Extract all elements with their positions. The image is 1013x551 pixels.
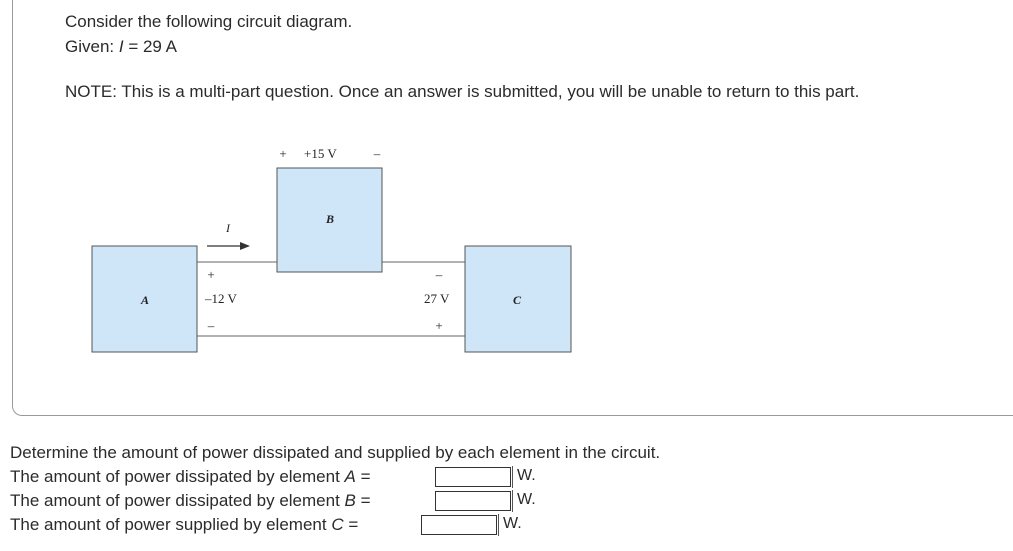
unit-a: W. [512, 466, 536, 488]
a-voltage: –12 V [205, 291, 237, 306]
element-c-label: C [512, 293, 522, 307]
a-plus: + [207, 267, 215, 282]
current-label: I [226, 221, 230, 235]
element-b-label: B [325, 212, 335, 226]
element-a-label: A [140, 293, 150, 307]
question-c-equals: = [343, 515, 359, 534]
question-a-prefix: The amount of power dissipated by element [10, 467, 345, 486]
a-minus: – [207, 318, 215, 333]
answer-b-input[interactable] [435, 491, 511, 511]
questions-heading: Determine the amount of power dissipated and supplied by each element in the circuit. [10, 443, 661, 462]
question-c-var: C [331, 515, 344, 534]
unit-b: W. [512, 490, 536, 512]
b-voltage: +15 V [304, 146, 337, 161]
current-arrow-head [240, 242, 250, 250]
question-b [10, 491, 371, 511]
question-c [10, 515, 358, 535]
b-plus: + [279, 146, 287, 161]
given-value: = 29 A [123, 37, 178, 56]
question-a [10, 467, 371, 487]
question-b-var: B [344, 491, 356, 510]
given-var: I [118, 37, 124, 56]
question-c-prefix: The amount of power supplied by element [10, 515, 332, 534]
question-b-prefix: The amount of power dissipated by element [10, 491, 345, 510]
question-a-equals: = [355, 467, 371, 486]
b-minus: – [373, 146, 381, 161]
answer-c-input[interactable] [421, 515, 497, 535]
question-b-equals: = [355, 491, 371, 510]
c-voltage: 27 V [424, 291, 450, 306]
c-plus: + [435, 318, 443, 333]
note-text: NOTE: This is a multi-part question. Once an answer is submitted, you will be unable to return to this part. [65, 82, 860, 101]
unit-c: W. [498, 514, 522, 536]
answer-a-input[interactable] [435, 467, 511, 487]
given-prefix: Given: [65, 37, 119, 56]
question-a-var: A [344, 467, 356, 486]
intro-line: Consider the following circuit diagram. [65, 12, 353, 31]
c-minus: – [435, 267, 443, 282]
